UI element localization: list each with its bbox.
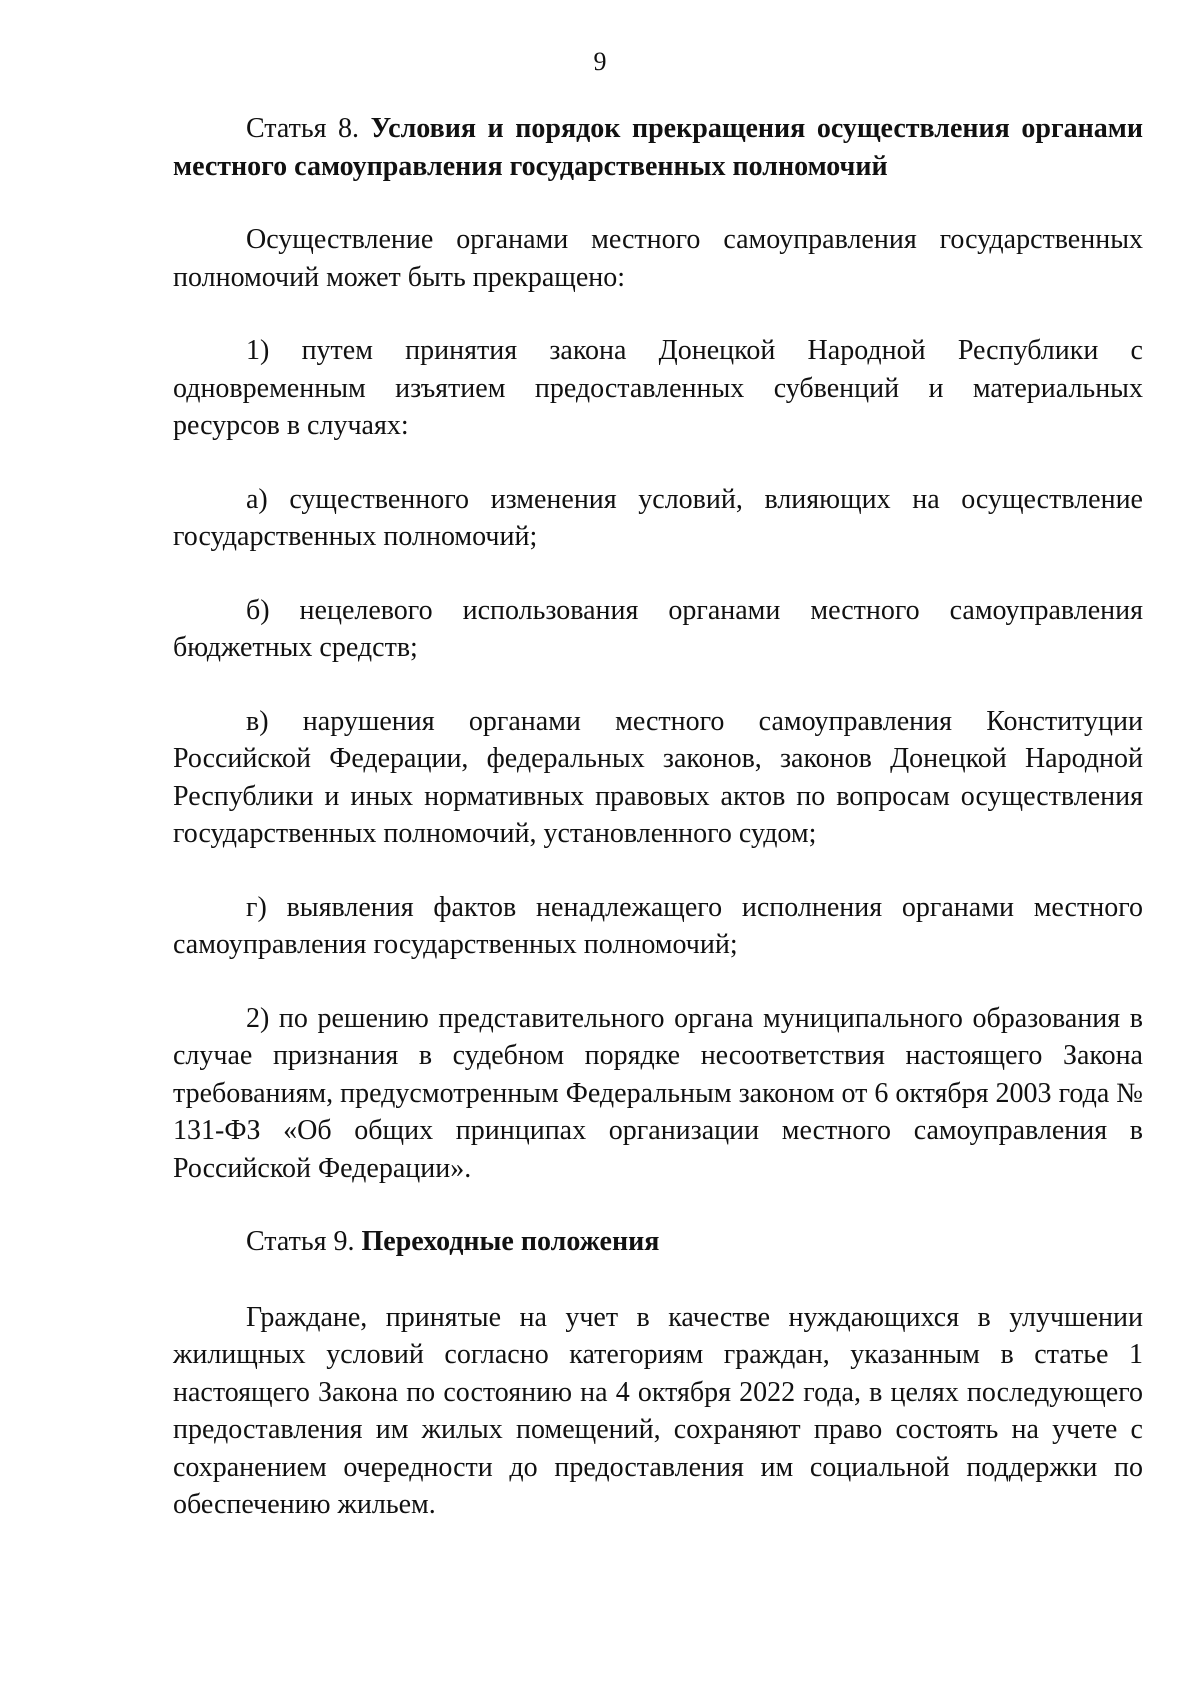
article-9-label: Статья 9. [246, 1226, 355, 1257]
article-8-item-b: б) нецелевого использования органами местного самоуправления бюджетных средств; [173, 594, 1143, 663]
page-number: 9 [593, 47, 607, 76]
article-9-body: Граждане, принятые на учет в качестве нуждающихся в улучшении жилищных условий согласно категориям граждан, указанным в статье 1 настоящего Закона по состоянию на 4 октября 2022 года, в целях последующего предоставления им жилых помещений, сохраняют право состоять на учете с сохранением очередности до предоставления им социальной поддержки по обеспечению жильем. [173, 1301, 1143, 1520]
document-body [173, 110, 1143, 1524]
article-8-item-1: 1) путем принятия закона Донецкой Народной Республики с одновременным изъятием предоставленных субвенций и материальных ресурсов в случаях: [173, 335, 1143, 441]
article-8-title: Условия и порядок прекращения осуществления органами местного самоуправления государственных полномочий [173, 113, 1144, 182]
article-8-label: Статья 8. [246, 113, 360, 144]
article-9-title: Переходные положения [361, 1226, 660, 1257]
article-8-intro: Осуществление органами местного самоуправления государственных полномочий может быть прекращено: [173, 224, 1143, 293]
article-8-item-g: г) выявления фактов ненадлежащего исполнения органами местного самоуправления государственных полномочий; [173, 891, 1143, 960]
article-8-item-a: а) существенного изменения условий, влияющих на осуществление государственных полномочий; [173, 483, 1143, 552]
article-8-item-v: в) нарушения органами местного самоуправления Конституции Российской Федерации, федеральных законов, законов Донецкой Народной Республики и иных нормативных правовых актов по вопросам осуществления государственных полномочий, установленного судом; [173, 705, 1143, 849]
article-8-heading [173, 110, 1143, 185]
article-9-heading [173, 1223, 1143, 1261]
article-8-item-2: 2) по решению представительного органа муниципального образования в случае признания в судебном порядке несоответствия настоящего Закона требованиям, предусмотренным Федеральным законом от 6 октября 2003 года № 131-ФЗ «Об общих принципах организации местного самоуправления в Российской Федерации». [173, 1002, 1143, 1184]
